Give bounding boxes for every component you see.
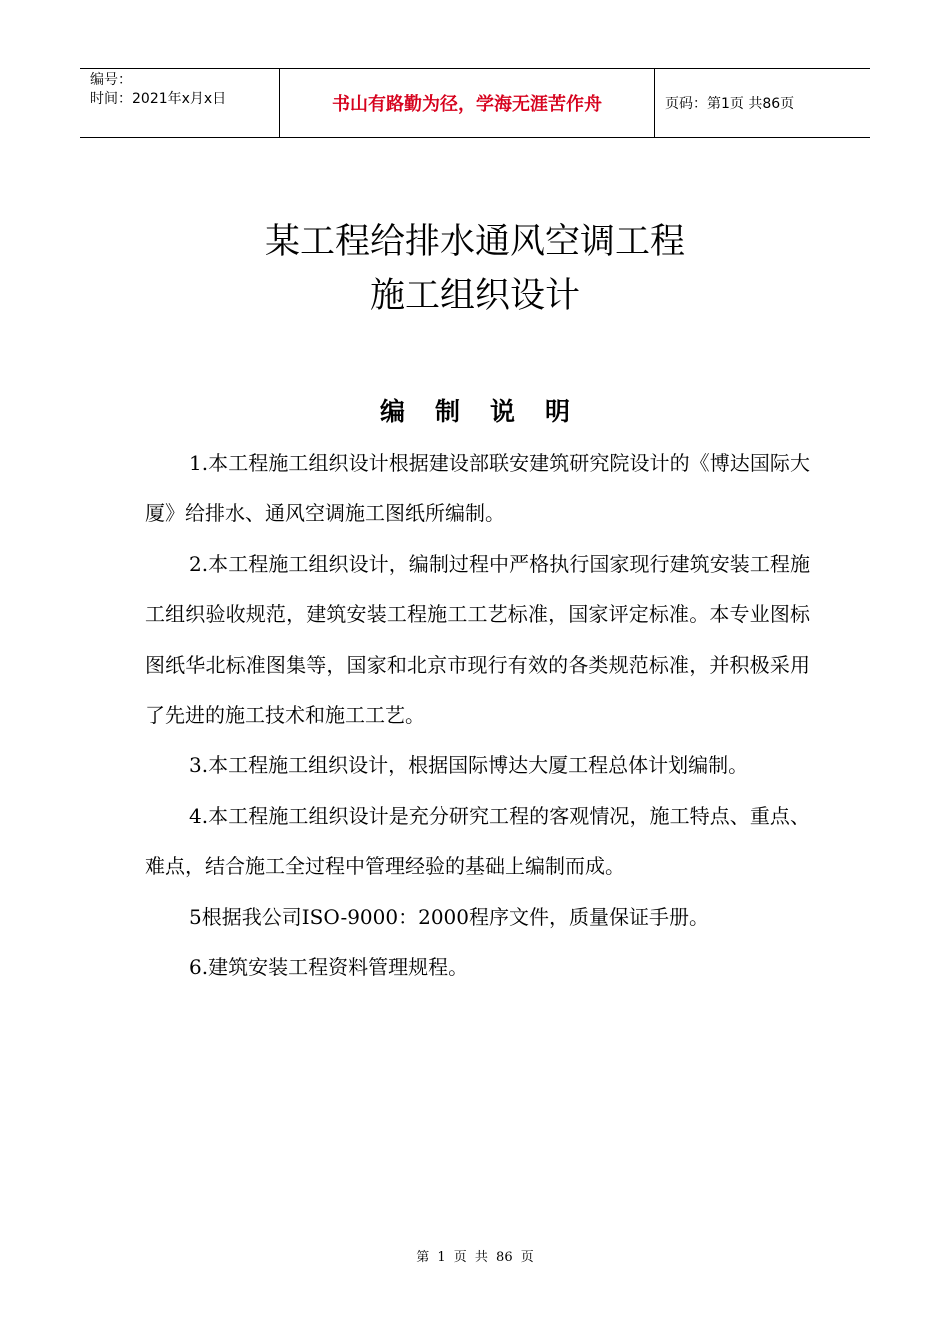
document-date-label: 时间：2021年x月x日 [90,91,227,107]
page-header [80,68,870,138]
paragraph-3: 3.本工程施工组织设计，根据国际博达大厦工程总体计划编制。 [189,753,749,778]
document-title-line2: 施工组织设计 [369,276,580,316]
paragraph-2: 2.本工程施工组织设计，编制过程中严格执行国家现行建筑安装工程施工组织验收规范，建筑安装工程施工工艺标准，国家评定标准。本专业图标图纸华北标准图集等，国家和北京市现行有效的各类规范标准，并积极采用了先进的施工技术和施工工艺。 [145,551,810,728]
paragraph-4: 4.本工程施工组织设计是充分研究工程的客观情况，施工特点、重点、难点，结合施工全过程中管理经验的基础上编制而成。 [145,803,810,879]
header-meta [80,69,280,137]
document-title-line1: 某工程给排水通风空调工程 [264,222,685,262]
page-footer: 第 1 页 共 86 页 [416,1250,534,1265]
paragraph-6: 6.建筑安装工程资料管理规程。 [189,955,469,980]
paragraph-1: 1.本工程施工组织设计根据建设部联安建筑研究院设计的《博达国际大厦》给排水、通风空调施工图纸所编制。 [145,451,810,526]
document-body [145,438,810,992]
document-number-label: 编号： [90,72,132,88]
header-page-info: 页码：第1页 共86页 [665,96,795,112]
paragraph-5: 5根据我公司ISO-9000：2000程序文件，质量保证手册。 [189,904,710,929]
header-motto: 书山有路勤为径，学海无涯苦作舟 [280,69,655,137]
section-heading: 编制说明 [379,397,600,426]
